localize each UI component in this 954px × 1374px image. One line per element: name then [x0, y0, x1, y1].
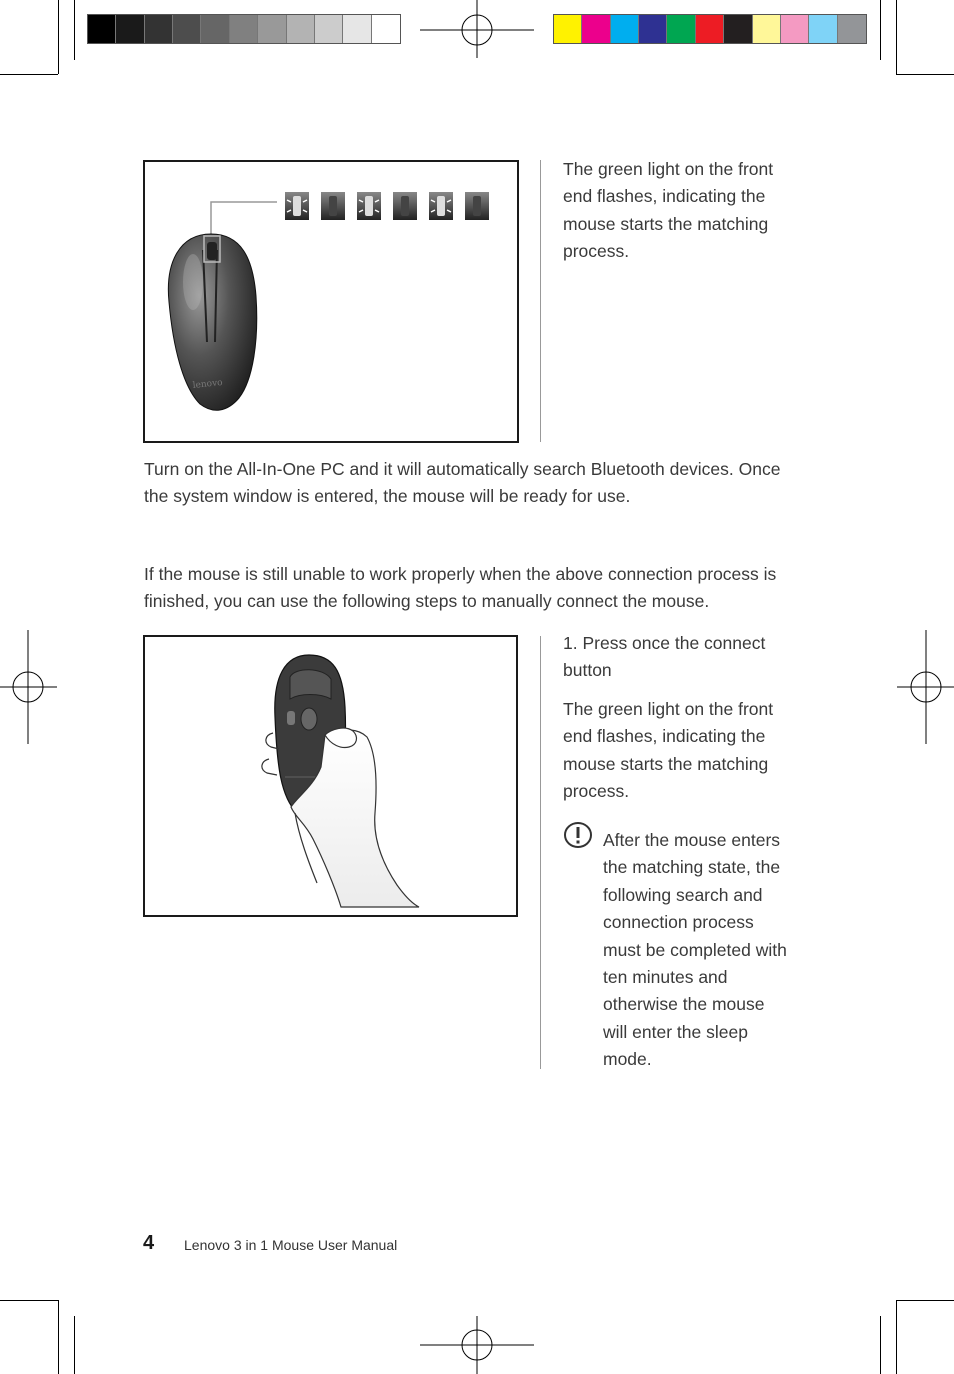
page-number: 4: [143, 1232, 155, 1254]
step-press-connect: 1. Press once the connect button: [563, 633, 766, 681]
hand-mouse-illustration: [145, 637, 516, 915]
figure-mouse-top-view: [143, 160, 519, 443]
paragraph-auto-search: Turn on the All-In-One PC and it will automatically search Bluetooth devices. Once the system window is entered, the mouse will be ready for use.: [144, 459, 781, 507]
grayscale-swatch: [230, 15, 258, 43]
process-color-swatch: [838, 15, 866, 43]
warning-note: After the mouse enters the matching state, the following search and connection process must be completed with ten minutes and otherwise the mouse will enter the sleep mode.: [603, 830, 787, 1070]
section2-caption: The green light on the front end flashes, indicating the mouse starts the matching process.: [563, 699, 774, 802]
process-color-swatch: [611, 15, 639, 43]
grayscale-swatch: [201, 15, 229, 43]
grayscale-swatch: [372, 15, 400, 43]
process-color-swatch: [753, 15, 781, 43]
manual-title: Lenovo 3 in 1 Mouse User Manual: [184, 1237, 398, 1253]
led-flash-sequence: [285, 192, 489, 220]
grayscale-color-bar: [87, 14, 401, 44]
process-color-swatch: [724, 15, 752, 43]
grayscale-swatch: [173, 15, 201, 43]
grayscale-swatch: [88, 15, 116, 43]
process-color-swatch: [667, 15, 695, 43]
process-color-swatch: [781, 15, 809, 43]
grayscale-swatch: [287, 15, 315, 43]
warning-icon: [563, 821, 593, 849]
grayscale-swatch: [116, 15, 144, 43]
process-color-swatch: [639, 15, 667, 43]
grayscale-swatch: [145, 15, 173, 43]
svg-text:lenovo: lenovo: [192, 377, 224, 391]
paragraph-manual-connect: If the mouse is still unable to work properly when the above connection process is finished, you can use the following steps to manually connect the mouse.: [144, 564, 777, 612]
grayscale-swatch: [343, 15, 371, 43]
process-color-swatch: [809, 15, 837, 43]
process-color-swatch: [582, 15, 610, 43]
grayscale-swatch: [315, 15, 343, 43]
column-divider: [540, 160, 541, 442]
process-color-bar: [553, 14, 867, 44]
mouse-top-illustration: [145, 162, 517, 441]
figure-mouse-bottom-view: [143, 635, 518, 917]
process-color-swatch: [554, 15, 582, 43]
section1-caption: The green light on the front end flashes, indicating the mouse starts the matching process.: [563, 159, 774, 262]
process-color-swatch: [696, 15, 724, 43]
column-divider-2: [540, 636, 541, 1069]
grayscale-swatch: [258, 15, 286, 43]
